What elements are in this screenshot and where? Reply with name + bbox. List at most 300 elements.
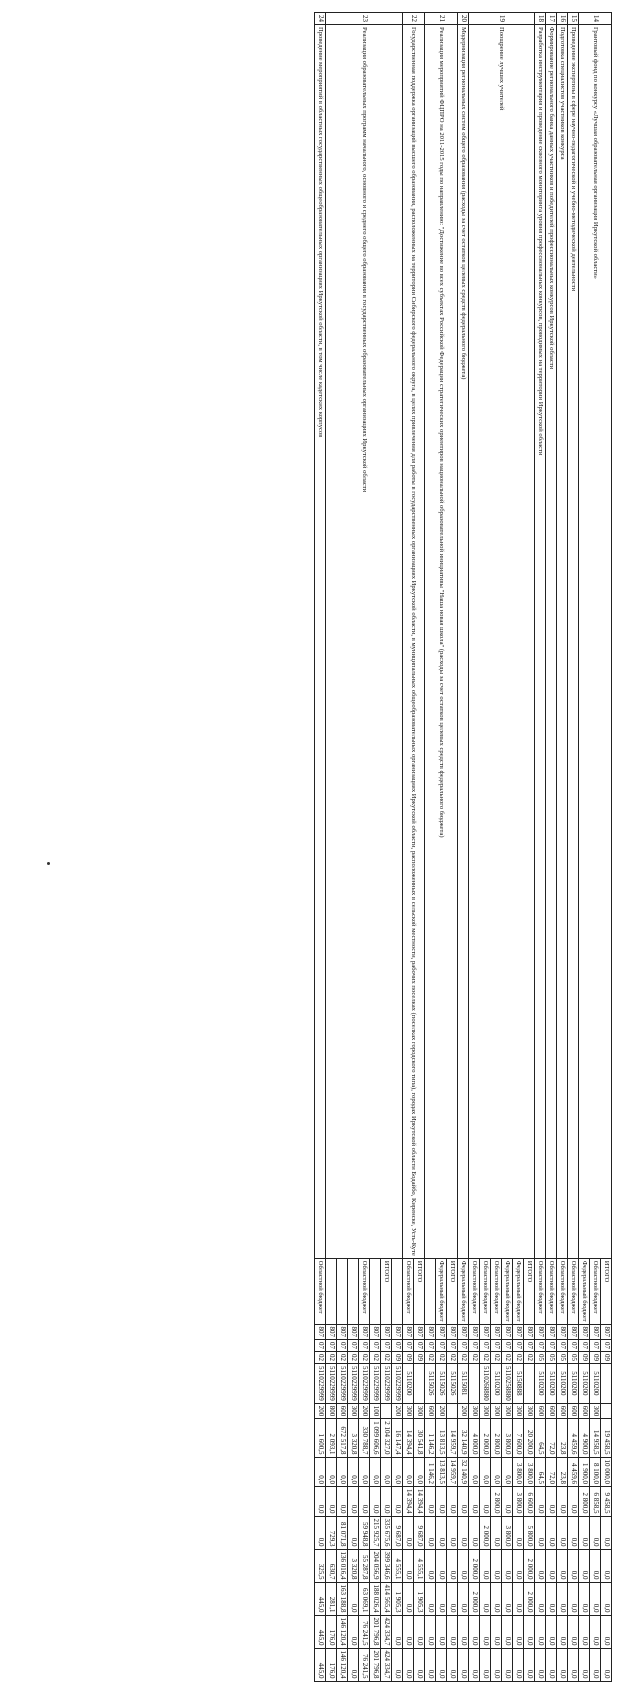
amount-2019-cell: 76 241,5 xyxy=(359,1615,370,1648)
funding-source-cell: ИТОГО xyxy=(447,1258,458,1324)
amount-2017-cell: 0,0 xyxy=(535,1549,546,1582)
grbs-cell: 807 xyxy=(403,1324,414,1340)
total-amount-cell: 14 959,7 xyxy=(447,1419,458,1457)
amount-2019-cell: 0,0 xyxy=(546,1615,557,1648)
funding-source-cell: Областной бюджет xyxy=(557,1258,568,1324)
table-row xyxy=(557,13,568,1682)
amount-2018-cell: 0,0 xyxy=(348,1582,359,1615)
amount-2016-cell: 2 000,0 xyxy=(480,1516,491,1549)
subsection-cell: 02 xyxy=(370,1352,381,1364)
amount-2015-cell: 0,0 xyxy=(480,1487,491,1517)
grbs-cell: 807 xyxy=(348,1324,359,1340)
amount-2018-cell: 0,0 xyxy=(491,1582,502,1615)
funding-source-cell: ИТОГО xyxy=(414,1258,425,1324)
funding-source-cell: Областной бюджет xyxy=(359,1258,370,1324)
amount-2018-cell: 0,0 xyxy=(513,1582,524,1615)
funding-source-cell: Областной бюджет xyxy=(403,1258,414,1324)
amount-2019-cell: 201 796,8 xyxy=(370,1615,381,1648)
amount-2020-cell: 0,0 xyxy=(579,1648,590,1681)
amount-2018-cell: 0,0 xyxy=(436,1582,447,1615)
amount-2017-cell: 0,0 xyxy=(579,1549,590,1582)
funding-source-cell: Федеральный бюджет xyxy=(579,1258,590,1324)
funding-source-cell: Областной бюджет xyxy=(469,1258,480,1324)
total-amount-cell: 72,0 xyxy=(546,1419,557,1457)
target-article-cell: 5110229999 xyxy=(337,1364,348,1404)
amount-2015-cell: 0,0 xyxy=(436,1487,447,1517)
amount-2018-cell: 2 000,0 xyxy=(524,1582,535,1615)
section-cell: 07 xyxy=(491,1340,502,1352)
total-amount-cell: 2 093,1 xyxy=(326,1419,337,1457)
amount-2014-cell: 14 959,7 xyxy=(447,1457,458,1487)
total-amount-cell: 4 459,6 xyxy=(568,1419,579,1457)
target-article-cell xyxy=(414,1364,425,1404)
amount-2016-cell: 0,0 xyxy=(546,1516,557,1549)
subsection-cell: 02 xyxy=(480,1352,491,1364)
amount-2015-cell: 14 394,4 xyxy=(403,1487,414,1517)
grbs-cell: 807 xyxy=(381,1324,392,1340)
amount-2017-cell: 0,0 xyxy=(568,1549,579,1582)
target-article-cell: 5110229999 xyxy=(326,1364,337,1404)
section-cell: 07 xyxy=(458,1340,469,1352)
target-article-cell: 5150888 xyxy=(513,1364,524,1404)
target-article-cell: 5110200 xyxy=(403,1364,414,1404)
amount-2015-cell: 0,0 xyxy=(326,1487,337,1517)
amount-2015-cell: 0,0 xyxy=(337,1487,348,1517)
amount-2016-cell: 335 675,6 xyxy=(381,1516,392,1549)
amount-2014-cell: 0,0 xyxy=(491,1457,502,1487)
amount-2014-cell: 0,0 xyxy=(381,1457,392,1487)
amount-2020-cell: 0,0 xyxy=(425,1648,436,1681)
amount-2017-cell: 2 000,0 xyxy=(469,1549,480,1582)
amount-2018-cell: 0,0 xyxy=(579,1582,590,1615)
amount-2017-cell: 3 320,8 xyxy=(348,1549,359,1582)
amount-2015-cell: 0,0 xyxy=(546,1487,557,1517)
total-amount-cell: 1 600,5 xyxy=(315,1419,326,1457)
amount-2017-cell: 0,0 xyxy=(513,1549,524,1582)
target-article-cell xyxy=(601,1364,612,1404)
amount-2019-cell: 445,0 xyxy=(315,1615,326,1648)
subsection-cell: 02 xyxy=(326,1352,337,1364)
page-mark xyxy=(47,862,50,865)
amount-2014-cell: 72,0 xyxy=(546,1457,557,1487)
expense-type-cell: 300 xyxy=(502,1403,513,1419)
funding-source-cell: Федеральный бюджет xyxy=(458,1258,469,1324)
total-amount-cell: 4 900,0 xyxy=(579,1419,590,1457)
funding-source-cell: Областной бюджет xyxy=(568,1258,579,1324)
amount-2020-cell: 201 796,8 xyxy=(370,1648,381,1681)
amount-2017-cell: 630,7 xyxy=(326,1549,337,1582)
table-row xyxy=(568,13,579,1682)
target-article-cell xyxy=(524,1364,535,1404)
section-cell: 07 xyxy=(480,1340,491,1352)
amount-2020-cell: 0,0 xyxy=(502,1648,513,1681)
amount-2020-cell: 0,0 xyxy=(568,1648,579,1681)
grbs-cell: 807 xyxy=(601,1324,612,1340)
target-article-cell: 5110200 xyxy=(491,1364,502,1404)
amount-2018-cell: 0,0 xyxy=(601,1582,612,1615)
grbs-cell: 807 xyxy=(535,1324,546,1340)
funding-source-cell xyxy=(425,1258,436,1324)
target-article-cell: 5110258880 xyxy=(502,1364,513,1404)
expense-type-cell: 600 xyxy=(579,1403,590,1419)
amount-2014-cell: 8 100,0 xyxy=(590,1457,601,1487)
section-cell: 07 xyxy=(447,1340,458,1352)
measure-name-cell: Реализация мероприятий ФЦПРО на 2011-2015 годы по направлению: "Достижение во всех субъектах Российской Федерации стратегических ориентиров национальной образовательной инициативы "Наша новая школа" (расходы за счет остатков целевых средств федерального бюджета) xyxy=(425,25,458,1259)
grbs-cell: 807 xyxy=(557,1324,568,1340)
grbs-cell: 807 xyxy=(326,1324,337,1340)
amount-2017-cell: 0,0 xyxy=(557,1549,568,1582)
funding-source-cell: ИТОГО xyxy=(524,1258,535,1324)
target-article-cell: 5115026 xyxy=(436,1364,447,1404)
subsection-cell: 02 xyxy=(337,1352,348,1364)
grbs-cell: 807 xyxy=(414,1324,425,1340)
expense-type-cell: 600 xyxy=(568,1403,579,1419)
amount-2020-cell: 146 120,4 xyxy=(337,1648,348,1681)
subsection-cell: 09 xyxy=(414,1352,425,1364)
amount-2019-cell: 0,0 xyxy=(480,1615,491,1648)
total-amount-cell: 2 800,0 xyxy=(491,1419,502,1457)
section-cell: 07 xyxy=(326,1340,337,1352)
funding-source-cell: Федеральный бюджет xyxy=(436,1258,447,1324)
amount-2015-cell: 0,0 xyxy=(568,1487,579,1517)
measure-name-cell: Формирование регионального банка данных участников и победителей профессиональных конкурсов Иркутской области xyxy=(546,25,557,1259)
amount-2017-cell: 0,0 xyxy=(425,1549,436,1582)
row-number-cell: 14 xyxy=(579,13,612,25)
amount-2018-cell: 445,0 xyxy=(315,1582,326,1615)
amount-2014-cell: 0,0 xyxy=(414,1457,425,1487)
amount-2015-cell: 3 800,0 xyxy=(513,1487,524,1517)
expense-type-cell: 300 xyxy=(513,1403,524,1419)
total-amount-cell: 30 541,8 xyxy=(414,1419,425,1457)
amount-2020-cell: 0,0 xyxy=(524,1648,535,1681)
section-cell: 07 xyxy=(524,1340,535,1352)
amount-2015-cell: 0,0 xyxy=(447,1487,458,1517)
amount-2016-cell: 215 925,7 xyxy=(370,1516,381,1549)
amount-2018-cell: 414 565,4 xyxy=(381,1582,392,1615)
amount-2014-cell: 0,0 xyxy=(469,1457,480,1487)
amount-2020-cell: 0,0 xyxy=(436,1648,447,1681)
measure-name-cell: Грантовый фонд по конкурсу «Лучшая образовательная организация Иркутской области» xyxy=(579,25,612,1259)
amount-2019-cell: 0,0 xyxy=(469,1615,480,1648)
amount-2018-cell: 0,0 xyxy=(590,1582,601,1615)
section-cell: 07 xyxy=(579,1340,590,1352)
section-cell: 07 xyxy=(568,1340,579,1352)
amount-2020-cell: 0,0 xyxy=(557,1648,568,1681)
amount-2015-cell: 0,0 xyxy=(535,1487,546,1517)
expense-type-cell: 600 xyxy=(535,1403,546,1419)
row-number-cell: 20 xyxy=(458,13,469,25)
amount-2017-cell: 0,0 xyxy=(480,1549,491,1582)
subsection-cell: 05 xyxy=(535,1352,546,1364)
amount-2019-cell: 0,0 xyxy=(491,1615,502,1648)
row-number-cell: 21 xyxy=(425,13,458,25)
table-row xyxy=(447,13,458,1682)
expense-type-cell: 200 xyxy=(458,1403,469,1419)
amount-2016-cell: 0,0 xyxy=(436,1516,447,1549)
grbs-cell: 807 xyxy=(491,1324,502,1340)
amount-2020-cell: 0,0 xyxy=(348,1648,359,1681)
expense-type-cell: 300 xyxy=(414,1403,425,1419)
amount-2014-cell: 0,0 xyxy=(359,1457,370,1487)
total-amount-cell: 13 813,5 xyxy=(436,1419,447,1457)
amount-2015-cell: 2 800,0 xyxy=(579,1487,590,1517)
amount-2015-cell: 0,0 xyxy=(359,1487,370,1517)
grbs-cell: 807 xyxy=(425,1324,436,1340)
table-row xyxy=(546,13,557,1682)
amount-2015-cell: 2 800,0 xyxy=(491,1487,502,1517)
amount-2020-cell: 0,0 xyxy=(535,1648,546,1681)
total-amount-cell: 7 600,0 xyxy=(513,1419,524,1457)
target-article-cell: 5110200 xyxy=(557,1364,568,1404)
amount-2019-cell: 146 120,4 xyxy=(337,1615,348,1648)
amount-2016-cell: 0,0 xyxy=(513,1516,524,1549)
funding-source-cell xyxy=(392,1258,403,1324)
target-article-cell: 5115081 xyxy=(458,1364,469,1404)
target-article-cell xyxy=(469,1364,480,1404)
amount-2019-cell: 0,0 xyxy=(579,1615,590,1648)
amount-2020-cell: 0,0 xyxy=(414,1648,425,1681)
table-row xyxy=(414,13,425,1682)
target-article-cell: 5110200 xyxy=(590,1364,601,1404)
amount-2016-cell: 0,0 xyxy=(403,1516,414,1549)
subsection-cell: 02 xyxy=(513,1352,524,1364)
measure-name-cell: Проведение мероприятий в областных государственных общеобразовательных организациях Иркутской области, в том числе кадетских корпусов xyxy=(315,25,326,1259)
row-number-cell: 23 xyxy=(326,13,403,25)
subsection-cell: 02 xyxy=(458,1352,469,1364)
amount-2014-cell: 0,0 xyxy=(403,1457,414,1487)
amount-2019-cell: 176,0 xyxy=(326,1615,337,1648)
total-amount-cell: 1 099 606,6 xyxy=(370,1419,381,1457)
amount-2017-cell: 0,0 xyxy=(436,1549,447,1582)
amount-2016-cell: 0,0 xyxy=(557,1516,568,1549)
total-amount-cell: 14 958,5 xyxy=(590,1419,601,1457)
funding-source-cell: Областной бюджет xyxy=(315,1258,326,1324)
subsection-cell: 09 xyxy=(601,1352,612,1364)
measure-name-cell: Государственная поддержка организаций высшего образования, расположенных на территории Сибирского федерального округа, в целях привлечения для работы в государственных организациях Иркутской области, в муниципальных общеобразовательных организациях Иркутской области, расположенных в сельской местности, рабочих поселках (поселках городского типа), городах Иркутской области Бодайбо, Киренске, Усть-Куте xyxy=(403,25,425,1259)
expense-type-cell: 300 xyxy=(348,1403,359,1419)
amount-2015-cell: 0,0 xyxy=(425,1487,436,1517)
table-row xyxy=(601,13,612,1682)
amount-2020-cell: 0,0 xyxy=(546,1648,557,1681)
amount-2015-cell: 6 600,0 xyxy=(524,1487,535,1517)
amount-2018-cell: 1 905,3 xyxy=(414,1582,425,1615)
amount-2017-cell: 0,0 xyxy=(502,1549,513,1582)
budget-table xyxy=(314,12,612,1682)
expense-type-cell xyxy=(447,1403,458,1419)
total-amount-cell: 672 517,8 xyxy=(337,1419,348,1457)
funding-source-cell xyxy=(370,1258,381,1324)
row-number-cell: 22 xyxy=(403,13,425,25)
total-amount-cell: 1 146,2 xyxy=(425,1419,436,1457)
section-cell: 07 xyxy=(502,1340,513,1352)
table-row xyxy=(524,13,535,1682)
amount-2020-cell: 0,0 xyxy=(601,1648,612,1681)
subsection-cell: 02 xyxy=(447,1352,458,1364)
amount-2020-cell: 0,0 xyxy=(590,1648,601,1681)
amount-2015-cell: 9 458,5 xyxy=(601,1487,612,1517)
total-amount-cell: 64,5 xyxy=(535,1419,546,1457)
amount-2018-cell: 63 069,1 xyxy=(359,1582,370,1615)
subsection-cell: 02 xyxy=(491,1352,502,1364)
amount-2016-cell: 0,0 xyxy=(447,1516,458,1549)
funding-source-cell xyxy=(326,1258,337,1324)
expense-type-cell: 600 xyxy=(425,1403,436,1419)
amount-2018-cell: 0,0 xyxy=(480,1582,491,1615)
amount-2016-cell: 0,0 xyxy=(425,1516,436,1549)
amount-2020-cell: 76 241,5 xyxy=(359,1648,370,1681)
amount-2015-cell: 0,0 xyxy=(392,1487,403,1517)
amount-2017-cell: 0,0 xyxy=(590,1549,601,1582)
section-cell: 07 xyxy=(557,1340,568,1352)
amount-2014-cell: 64,5 xyxy=(535,1457,546,1487)
total-amount-cell: 330 788,7 xyxy=(359,1419,370,1457)
amount-2020-cell: 0,0 xyxy=(392,1648,403,1681)
amount-2018-cell: 281,1 xyxy=(326,1582,337,1615)
amount-2014-cell: 3 800,0 xyxy=(524,1457,535,1487)
amount-2017-cell: 4 555,1 xyxy=(414,1549,425,1582)
section-cell: 07 xyxy=(392,1340,403,1352)
amount-2018-cell: 2 000,0 xyxy=(469,1582,480,1615)
amount-2017-cell: 0,0 xyxy=(546,1549,557,1582)
amount-2019-cell: 0,0 xyxy=(513,1615,524,1648)
expense-type-cell: 600 xyxy=(557,1403,568,1419)
grbs-cell: 807 xyxy=(469,1324,480,1340)
amount-2016-cell: 0,0 xyxy=(491,1516,502,1549)
amount-2014-cell: 1 900,0 xyxy=(579,1457,590,1487)
total-amount-cell: 14 394,4 xyxy=(403,1419,414,1457)
target-article-cell: 5110229999 xyxy=(370,1364,381,1404)
grbs-cell: 807 xyxy=(370,1324,381,1340)
amount-2015-cell: 14 394,4 xyxy=(414,1487,425,1517)
section-cell: 07 xyxy=(359,1340,370,1352)
amount-2019-cell: 424 334,7 xyxy=(381,1615,392,1648)
target-article-cell: 5110229999 xyxy=(381,1364,392,1404)
total-amount-cell: 19 458,5 xyxy=(601,1419,612,1457)
section-cell: 07 xyxy=(590,1340,601,1352)
amount-2016-cell: 81 071,8 xyxy=(337,1516,348,1549)
amount-2017-cell: 204 056,9 xyxy=(370,1549,381,1582)
amount-2020-cell: 0,0 xyxy=(469,1648,480,1681)
expense-type-cell: 200 xyxy=(315,1403,326,1419)
target-article-cell: 5110200 xyxy=(546,1364,557,1404)
amount-2020-cell: 0,0 xyxy=(491,1648,502,1681)
amount-2014-cell: 0,0 xyxy=(315,1457,326,1487)
amount-2017-cell: 2 000,0 xyxy=(524,1549,535,1582)
amount-2017-cell: 55 287,8 xyxy=(359,1549,370,1582)
expense-type-cell xyxy=(381,1403,392,1419)
total-amount-cell: 3 320,8 xyxy=(348,1419,359,1457)
amount-2014-cell: 0,0 xyxy=(348,1457,359,1487)
amount-2017-cell: 4 555,1 xyxy=(392,1549,403,1582)
amount-2014-cell: 13 813,5 xyxy=(436,1457,447,1487)
expense-type-cell: 100 xyxy=(370,1403,381,1419)
subsection-cell: 05 xyxy=(546,1352,557,1364)
amount-2017-cell: 0,0 xyxy=(447,1549,458,1582)
table-row xyxy=(535,13,546,1682)
funding-source-cell: ИТОГО xyxy=(381,1258,392,1324)
amount-2017-cell: 0,0 xyxy=(491,1549,502,1582)
amount-2014-cell: 32 140,9 xyxy=(458,1457,469,1487)
measure-name-cell: Проведение экспертизы в сфере научно-педагогической и учебно-методической деятельности xyxy=(568,25,579,1259)
subsection-cell: 02 xyxy=(436,1352,447,1364)
target-article-cell: 5110200 xyxy=(568,1364,579,1404)
expense-type-cell: 600 xyxy=(337,1403,348,1419)
amount-2019-cell: 0,0 xyxy=(557,1615,568,1648)
amount-2020-cell: 445,0 xyxy=(315,1648,326,1681)
funding-source-cell: Областной бюджет xyxy=(480,1258,491,1324)
amount-2014-cell: 1 146,2 xyxy=(425,1457,436,1487)
expense-type-cell: 800 xyxy=(326,1403,337,1419)
amount-2017-cell: 399 346,6 xyxy=(381,1549,392,1582)
section-cell: 07 xyxy=(403,1340,414,1352)
subsection-cell: 05 xyxy=(557,1352,568,1364)
amount-2015-cell: 0,0 xyxy=(315,1487,326,1517)
subsection-cell: 02 xyxy=(425,1352,436,1364)
amount-2016-cell: 0,0 xyxy=(315,1516,326,1549)
expense-type-cell: 300 xyxy=(403,1403,414,1419)
section-cell: 07 xyxy=(436,1340,447,1352)
target-article-cell: 5110268880 xyxy=(480,1364,491,1404)
amount-2018-cell: 0,0 xyxy=(535,1582,546,1615)
row-number-cell: 17 xyxy=(546,13,557,25)
table-row xyxy=(392,13,403,1682)
amount-2018-cell: 0,0 xyxy=(458,1582,469,1615)
expense-type-cell: 300 xyxy=(491,1403,502,1419)
subsection-cell: 02 xyxy=(348,1352,359,1364)
amount-2017-cell: 0,0 xyxy=(458,1549,469,1582)
section-cell: 07 xyxy=(469,1340,480,1352)
amount-2019-cell: 0,0 xyxy=(590,1615,601,1648)
amount-2019-cell: 0,0 xyxy=(524,1615,535,1648)
grbs-cell: 807 xyxy=(480,1324,491,1340)
grbs-cell: 807 xyxy=(590,1324,601,1340)
amount-2017-cell: 325,5 xyxy=(315,1549,326,1582)
row-number-cell: 19 xyxy=(469,13,535,25)
grbs-cell: 807 xyxy=(359,1324,370,1340)
amount-2016-cell: 0,0 xyxy=(348,1516,359,1549)
funding-source-cell: Областной бюджет xyxy=(535,1258,546,1324)
amount-2015-cell: 0,0 xyxy=(469,1487,480,1517)
amount-2018-cell: 0,0 xyxy=(502,1582,513,1615)
amount-2020-cell: 424 334,7 xyxy=(381,1648,392,1681)
grbs-cell: 807 xyxy=(392,1324,403,1340)
amount-2018-cell: 0,0 xyxy=(568,1582,579,1615)
amount-2016-cell: 9 687,0 xyxy=(392,1516,403,1549)
total-amount-cell: 2 000,0 xyxy=(480,1419,491,1457)
section-cell: 07 xyxy=(546,1340,557,1352)
measure-name-cell: Модернизация региональных систем общего образования (расходы за счет остатков целевых средств федерального бюджета) xyxy=(458,25,469,1259)
amount-2016-cell: 729,3 xyxy=(326,1516,337,1549)
total-amount-cell: 20 200,0 xyxy=(524,1419,535,1457)
amount-2015-cell: 6 858,5 xyxy=(590,1487,601,1517)
funding-source-cell: Областной бюджет xyxy=(590,1258,601,1324)
amount-2014-cell: 10 000,0 xyxy=(601,1457,612,1487)
amount-2014-cell: 23,8 xyxy=(557,1457,568,1487)
section-cell: 07 xyxy=(370,1340,381,1352)
amount-2018-cell: 1 905,3 xyxy=(392,1582,403,1615)
amount-2016-cell: 3 800,0 xyxy=(502,1516,513,1549)
section-cell: 07 xyxy=(425,1340,436,1352)
expense-type-cell: 300 xyxy=(469,1403,480,1419)
amount-2019-cell: 0,0 xyxy=(458,1615,469,1648)
amount-2016-cell: 0,0 xyxy=(458,1516,469,1549)
amount-2017-cell: 0,0 xyxy=(403,1549,414,1582)
amount-2020-cell: 0,0 xyxy=(458,1648,469,1681)
measure-name-cell: Реализация образовательных программ начального, основного и среднего общего образования в государственных образовательных организациях Иркутской области xyxy=(326,25,403,1259)
amount-2015-cell: 0,0 xyxy=(557,1487,568,1517)
section-cell: 07 xyxy=(348,1340,359,1352)
row-number-cell: 15 xyxy=(568,13,579,25)
